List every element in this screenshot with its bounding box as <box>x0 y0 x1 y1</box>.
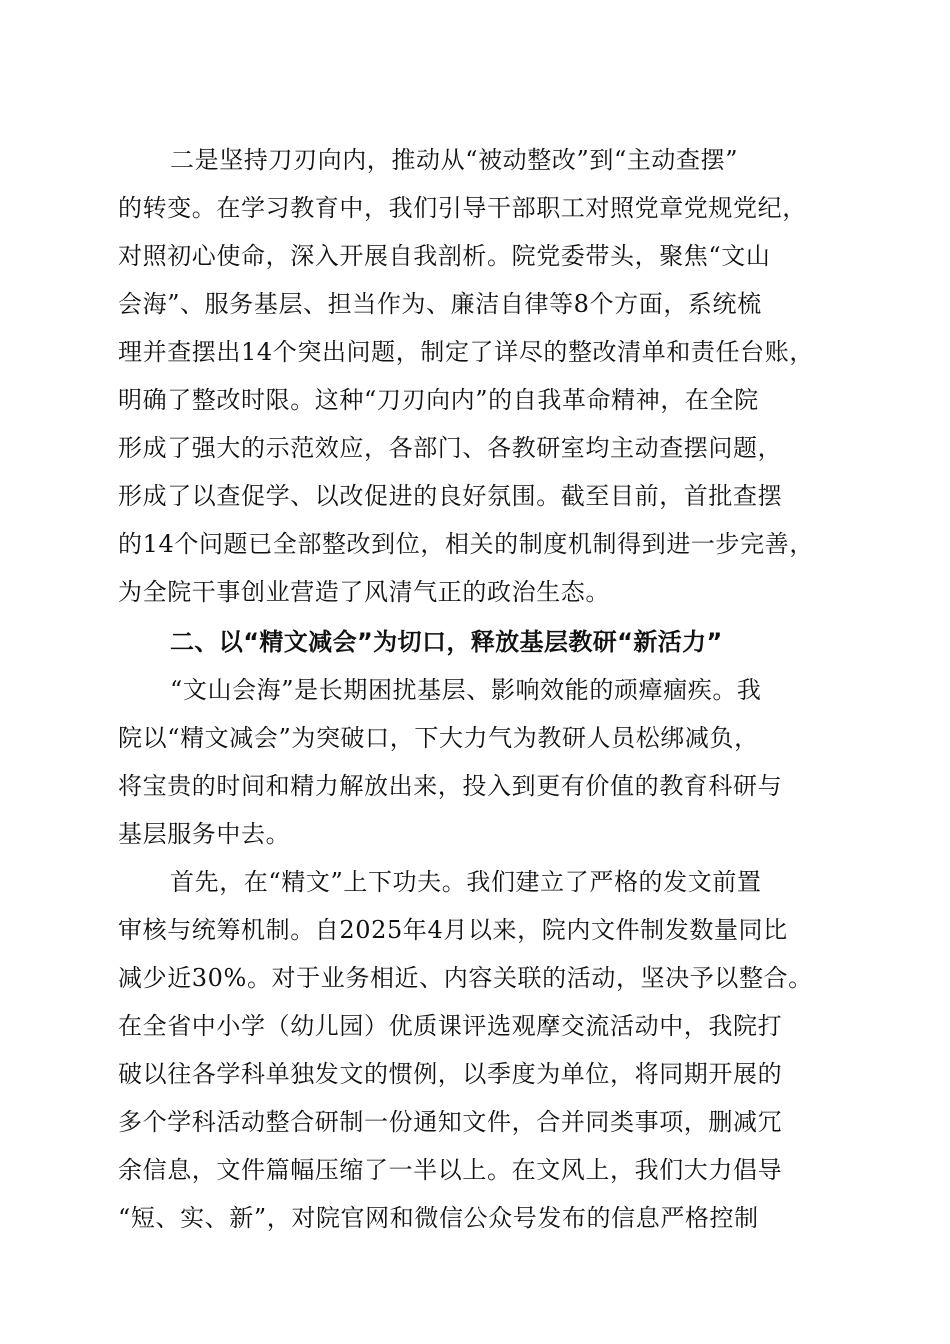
paragraph-3-line: 在全省中小学（幼儿园）优质课评选观摩交流活动中，我院打 <box>118 1012 783 1040</box>
paragraph-1-line: 二是坚持刀刃向内，推动从“被动整改”到“主动查摆” <box>170 146 739 174</box>
paragraph-2-line: 基层服务中去。 <box>118 820 291 848</box>
paragraph-1-line: 会海”、服务基层、担当作为、廉洁自律等8个方面，系统梳 <box>118 290 762 318</box>
paragraph-1-line: 的14个问题已全部整改到位，相关的制度机制得到进一步完善， <box>118 530 814 558</box>
paragraph-2-line: 院以“精文减会”为突破口，下大力气为教研人员松绑减负， <box>118 724 759 752</box>
paragraph-2-line: “文山会海”是长期困扰基层、影响效能的顽瘴痼疾。我 <box>170 676 762 704</box>
paragraph-3-line: 余信息，文件篇幅压缩了一半以上。在文风上，我们大力倡导 <box>118 1156 783 1184</box>
paragraph-1-line: 对照初心使命，深入开展自我剖析。院党委带头，聚焦“文山 <box>118 242 771 270</box>
paragraph-3-line: 首先，在“精文”上下功夫。我们建立了严格的发文前置 <box>170 868 762 896</box>
paragraph-2-line: 将宝贵的时间和精力解放出来，投入到更有价值的教育科研与 <box>118 772 783 800</box>
paragraph-1-line: 的转变。在学习教育中，我们引导干部职工对照党章党规党纪， <box>118 194 807 222</box>
paragraph-3-line: 减少近30%。对于业务相近、内容关联的活动，坚决予以整合。 <box>118 964 813 992</box>
paragraph-1-line: 明确了整改时限。这种“刀刃向内”的自我革命精神，在全院 <box>118 386 759 414</box>
paragraph-3-line: 审核与统筹机制。自2025年4月以来，院内文件制发数量同比 <box>118 916 788 944</box>
paragraph-3-line: 多个学科活动整合研制一份通知文件，合并同类事项，删减冗 <box>118 1108 783 1136</box>
paragraph-1-line: 形成了以查促学、以改促进的良好氛围。截至目前，首批查摆 <box>118 482 783 510</box>
paragraph-1-line: 理并查摆出14个突出问题，制定了详尽的整改清单和责任台账， <box>118 338 814 366</box>
paragraph-3-line: “短、实、新”，对院官网和微信公众号发布的信息严格控制 <box>118 1204 759 1232</box>
section-heading: 二、以“精文减会”为切口，释放基层教研“新活力” <box>170 628 723 656</box>
paragraph-1-line: 形成了强大的示范效应，各部门、各教研室均主动查摆问题， <box>118 434 783 462</box>
paragraph-3-line: 破以往各学科单独发文的惯例，以季度为单位，将同期开展的 <box>118 1060 783 1088</box>
paragraph-1-line: 为全院干事创业营造了风清气正的政治生态。 <box>118 578 610 606</box>
